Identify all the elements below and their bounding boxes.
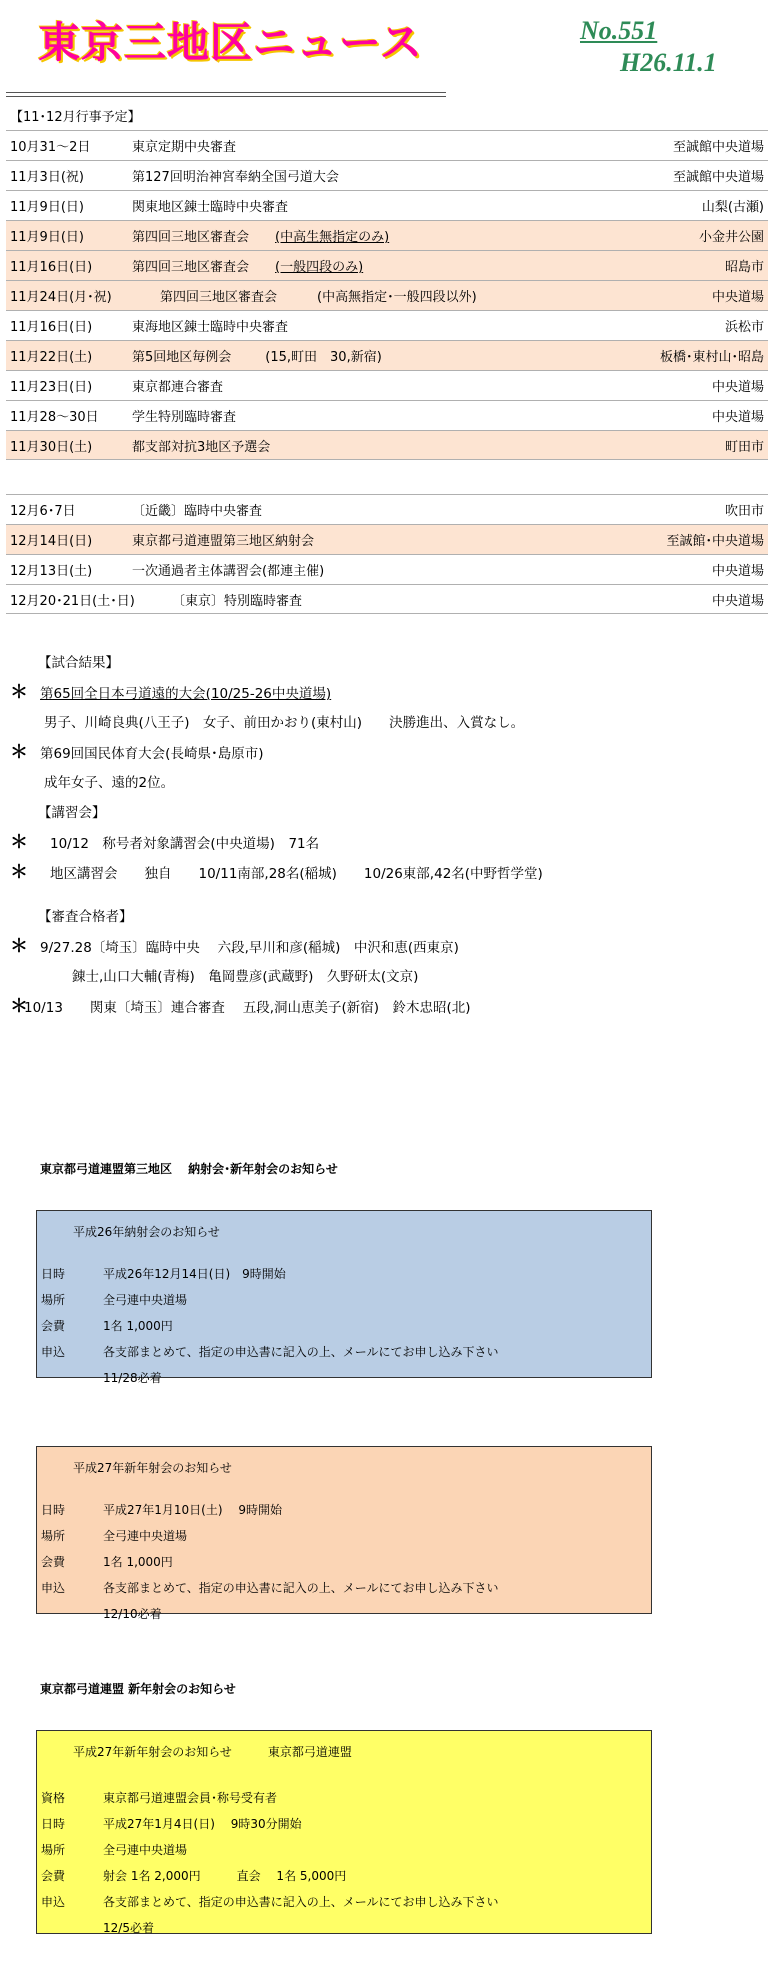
- schedule-label: 【11･12月行事予定】: [10, 110, 141, 125]
- schedule-date: 11月22日(土): [10, 350, 93, 365]
- detail-row: [41, 1811, 499, 1837]
- notice-box-new-year-district: [36, 1446, 652, 1621]
- schedule-row: [6, 554, 768, 584]
- notice-box-title: [73, 1743, 352, 1760]
- schedule-row: [6, 190, 768, 220]
- bullet-star: ＊: [10, 832, 28, 853]
- pass-text-cont: 錬士,山口大輔(青梅) 亀岡豊彦(武蔵野) 久野研太(文京): [72, 969, 419, 985]
- schedule-event: 関東地区錬士臨時中央審査: [132, 200, 289, 215]
- schedule-date: 11月9日(日): [10, 230, 84, 245]
- detail-key: 申込: [41, 1345, 66, 1359]
- lecture-item: [10, 858, 710, 888]
- detail-row: [41, 1365, 499, 1391]
- detail-value: 全弓連中央道場: [103, 1529, 188, 1543]
- detail-row: [41, 1785, 499, 1811]
- schedule-event: [132, 226, 768, 245]
- schedule-date: 12月6･7日: [10, 504, 76, 519]
- results-section: [10, 648, 710, 1022]
- detail-row: [41, 1313, 499, 1339]
- schedule-venue: 至誠館･中央道場: [666, 534, 764, 549]
- detail-row: [41, 1575, 499, 1601]
- schedule-event-note: (中高生無指定のみ): [275, 230, 390, 245]
- notice-heading-federation: 東京都弓道連盟 新年射会のお知らせ: [40, 1682, 236, 1696]
- result-item: [10, 738, 710, 768]
- schedule-row: [6, 310, 768, 340]
- detail-key: 申込: [41, 1581, 66, 1595]
- detail-row: [41, 1523, 499, 1549]
- result-detail: 成年女子、遠的2位。: [44, 775, 175, 791]
- result-title: 第65回全日本弓道遠的大会(10/25-26中央道場): [40, 686, 332, 702]
- schedule-venue: 中央道場: [711, 380, 764, 395]
- detail-value: 平成26年12月14日(日) 9時開始: [103, 1267, 286, 1281]
- notice-box-details: [41, 1785, 499, 1941]
- schedule-event-title: 第四回三地区審査会: [132, 260, 250, 275]
- issue-date: H26.11.1: [620, 48, 717, 77]
- schedule-event-note: (中高無指定･一般四段以外): [317, 290, 477, 305]
- schedule-row: [6, 340, 768, 370]
- schedule-row: [6, 160, 768, 190]
- schedule-row: [6, 494, 768, 524]
- schedule-event: [160, 286, 768, 305]
- detail-value: 各支部まとめて、指定の申込書に記入の上、メールにてお申し込み下さい: [103, 1345, 499, 1359]
- notice-box-org: 東京都弓道連盟: [267, 1745, 352, 1759]
- bullet-star: ＊: [10, 742, 28, 763]
- detail-key: [41, 1365, 103, 1391]
- results-label: 【試合結果】: [38, 655, 119, 671]
- schedule-event: 第127回明治神宮奉納全国弓道大会: [132, 170, 339, 185]
- schedule-row: [6, 524, 768, 554]
- detail-row: [41, 1549, 499, 1575]
- detail-row: [41, 1863, 499, 1889]
- schedule-venue: 中央道場: [711, 593, 764, 609]
- bullet-star: ＊: [10, 862, 28, 883]
- bullet-star: ＊: [10, 996, 28, 1017]
- lecture-label: 【講習会】: [38, 805, 106, 821]
- detail-key: 日時: [41, 1817, 66, 1831]
- lecture-text: 地区講習会 独自 10/11南部,28名(稲城) 10/26東部,42名(中野哲学堂): [50, 866, 543, 882]
- detail-value: 11/28必着: [103, 1371, 162, 1385]
- schedule-event-title: 第5回地区毎例会: [132, 350, 232, 365]
- schedule-event: 東京都連合審査: [132, 380, 224, 395]
- schedule-date: 11月23日(日): [10, 380, 93, 395]
- schedule-event: 東京定期中央審査: [132, 140, 237, 155]
- schedule-row: [6, 400, 768, 430]
- schedule-event: 東京都弓道連盟第三地区納射会: [132, 534, 315, 549]
- schedule-venue: 中央道場: [711, 410, 764, 425]
- detail-value: 1名 1,000円: [103, 1555, 173, 1569]
- schedule-venue: 浜松市: [724, 320, 764, 335]
- schedule-venue: 中央道場: [711, 564, 764, 579]
- schedule-event-title: 第四回三地区審査会: [160, 290, 278, 305]
- detail-key: 申込: [41, 1895, 66, 1909]
- header-rule-top: [6, 92, 446, 93]
- lecture-text: 10/12 称号者対象講習会(中央道場) 71名: [50, 836, 320, 852]
- schedule-table-nov: [6, 130, 768, 460]
- detail-row: [41, 1837, 499, 1863]
- detail-key: 会費: [41, 1319, 66, 1333]
- detail-value: 全弓連中央道場: [103, 1843, 188, 1857]
- issue-number: No.551: [580, 16, 658, 45]
- bullet-star: ＊: [10, 936, 28, 957]
- notice-heading-district: 東京都弓道連盟第三地区 納射会･新年射会のお知らせ: [40, 1162, 338, 1176]
- pass-text: 10/13 関東〔埼玉〕連合審査 五段,洞山恵美子(新宿) 鈴木忠昭(北): [24, 1000, 471, 1016]
- pass-text: 9/27.28〔埼玉〕臨時中央 六段,早川和彦(稲城) 中沢和恵(西東京): [40, 940, 459, 956]
- schedule-date: 11月9日(日): [10, 200, 84, 215]
- pass-item: [10, 992, 710, 1022]
- detail-row: [41, 1889, 499, 1915]
- notice-box-title: 平成27年新年射会のお知らせ: [73, 1461, 232, 1475]
- detail-value: 東京都弓道連盟会員･称号受有者: [103, 1791, 278, 1805]
- detail-key: 場所: [41, 1529, 66, 1543]
- detail-value: 12/10必着: [103, 1607, 162, 1621]
- detail-key: [41, 1915, 103, 1941]
- schedule-event: 一次通過者主体講習会(都連主催): [132, 564, 325, 579]
- notice-box-title: 平成26年納射会のお知らせ: [73, 1225, 220, 1239]
- detail-value: 射会 1名 2,000円 直会 1名 5,000円: [103, 1869, 347, 1883]
- detail-value: 平成27年1月10日(土) 9時開始: [103, 1503, 282, 1517]
- schedule-event-note: (15,町田 30,新宿): [265, 350, 382, 365]
- schedule-row: [6, 250, 768, 280]
- notice-box-details: [41, 1261, 499, 1391]
- detail-row: [41, 1339, 499, 1365]
- lecture-item: [10, 828, 710, 858]
- detail-row: [41, 1915, 499, 1941]
- detail-value: 12/5必着: [103, 1921, 154, 1935]
- schedule-date: 11月16日(日): [10, 320, 93, 335]
- detail-key: 会費: [41, 1555, 66, 1569]
- result-item: [10, 678, 710, 708]
- schedule-row: [6, 584, 768, 614]
- schedule-date: 11月24日(月･祝): [10, 290, 112, 305]
- schedule-venue: 至誠館中央道場: [672, 140, 764, 155]
- schedule-date: 11月3日(祝): [10, 170, 84, 185]
- schedule-date: 11月30日(土): [10, 439, 93, 455]
- pass-item: [10, 932, 710, 962]
- schedule-date: 12月14日(日): [10, 534, 93, 549]
- schedule-row: [6, 370, 768, 400]
- detail-value: 各支部まとめて、指定の申込書に記入の上、メールにてお申し込み下さい: [103, 1581, 499, 1595]
- schedule-row: [6, 130, 768, 160]
- schedule-venue: 吹田市: [724, 504, 764, 519]
- schedule-event: 〔東京〕特別臨時審査: [172, 593, 303, 609]
- notice-box-details: [41, 1497, 499, 1627]
- schedule-venue: 昭島市: [724, 260, 764, 275]
- schedule-venue: 板橋･東村山･昭島: [659, 350, 764, 365]
- detail-value: 1名 1,000円: [103, 1319, 173, 1333]
- schedule-venue: 小金井公園: [698, 230, 764, 245]
- detail-value: 各支部まとめて、指定の申込書に記入の上、メールにてお申し込み下さい: [103, 1895, 499, 1909]
- schedule-event: 東海地区錬士臨時中央審査: [132, 320, 289, 335]
- detail-key: 日時: [41, 1503, 66, 1517]
- schedule-row: [6, 280, 768, 310]
- detail-row: [41, 1497, 499, 1523]
- detail-key: 会費: [41, 1869, 66, 1883]
- result-detail: 男子、川崎良典(八王子) 女子、前田かおり(東村山) 決勝進出、入賞なし。: [44, 715, 525, 731]
- notice-box-new-year-federation: [36, 1730, 652, 1934]
- schedule-date: 10月31～2日: [10, 140, 91, 155]
- schedule-venue: 中央道場: [711, 290, 764, 305]
- schedule-date: 12月20･21日(土･日): [10, 593, 135, 609]
- detail-key: 日時: [41, 1267, 66, 1281]
- notice-box-nosha: [36, 1210, 652, 1385]
- pass-label: 【審査合格者】: [38, 909, 133, 925]
- detail-row: [41, 1287, 499, 1313]
- schedule-event: 〔近畿〕臨時中央審査: [132, 504, 263, 519]
- schedule-date: 12月13日(土): [10, 564, 93, 579]
- notice-box-title-text: 平成27年新年射会のお知らせ: [73, 1745, 232, 1759]
- detail-value: 全弓連中央道場: [103, 1293, 188, 1307]
- detail-row: [41, 1261, 499, 1287]
- schedule-table-dec: [6, 494, 768, 614]
- schedule-venue: 山梨(古瀬): [701, 200, 764, 215]
- schedule-row: [6, 220, 768, 250]
- schedule-venue: 至誠館中央道場: [672, 170, 764, 185]
- detail-value: 平成27年1月4日(日) 9時30分開始: [103, 1817, 302, 1831]
- spacer: [10, 888, 710, 902]
- detail-key: [41, 1601, 103, 1627]
- schedule-event-note: (一般四段のみ): [275, 260, 364, 275]
- schedule-event: 都支部対抗3地区予選会: [132, 439, 271, 455]
- detail-key: 場所: [41, 1293, 66, 1307]
- newsletter-title: 東京三地区ニュース: [38, 18, 423, 67]
- header-rule-bottom: [6, 96, 446, 97]
- detail-key: 場所: [41, 1843, 66, 1857]
- schedule-event: [132, 256, 768, 275]
- result-title: 第69回国民体育大会(長崎県･島原市): [40, 746, 264, 762]
- schedule-event: 学生特別臨時審査: [132, 410, 237, 425]
- detail-row: [41, 1601, 499, 1627]
- bullet-star: ＊: [10, 682, 28, 703]
- schedule-row: [6, 430, 768, 460]
- schedule-event-title: 第四回三地区審査会: [132, 230, 250, 245]
- schedule-date: 11月28～30日: [10, 410, 99, 425]
- schedule-date: 11月16日(日): [10, 260, 93, 275]
- detail-key: 資格: [41, 1791, 66, 1805]
- schedule-venue: 町田市: [724, 439, 764, 455]
